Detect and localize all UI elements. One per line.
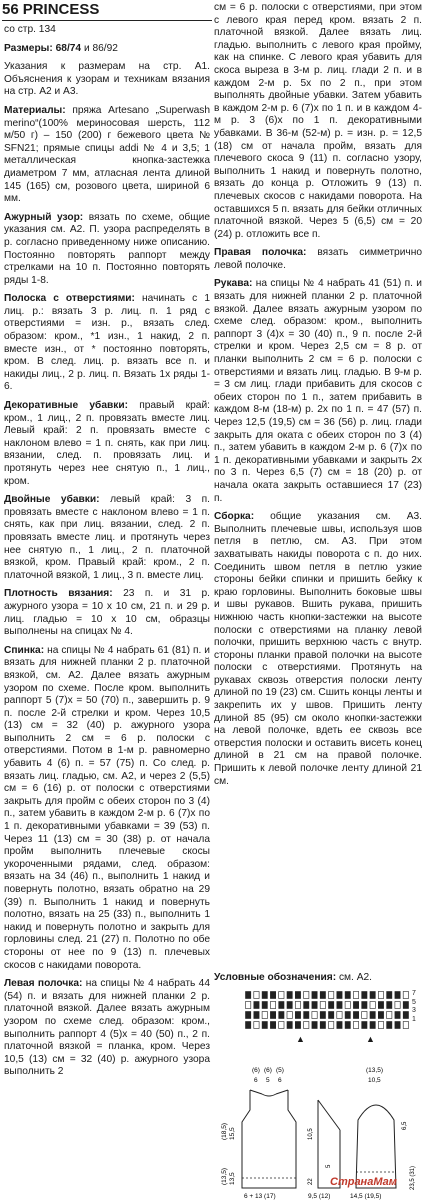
- chart-stitch: [370, 1022, 375, 1029]
- repeat-arrow-icon: ▲: [296, 1034, 305, 1044]
- chart-stitch: [312, 1012, 317, 1019]
- chart-stitch: [337, 1012, 342, 1019]
- chart-stitch: [362, 1022, 367, 1029]
- chart-stitch: [312, 1002, 317, 1009]
- chart-stitch: [403, 1012, 408, 1019]
- chart-stitch: [378, 992, 383, 999]
- chart-stitch: [345, 1022, 350, 1029]
- chart-stitch: [287, 1022, 292, 1029]
- chart-stitch: [395, 1022, 400, 1029]
- chart-stitch: [262, 1002, 267, 1009]
- watermark: [330, 1176, 397, 1188]
- chart-stitch: [262, 1022, 267, 1029]
- chart-stitch: [387, 1022, 392, 1029]
- section-heading: Двойные убавки:: [4, 494, 100, 506]
- sleeve-right-label: 23,5 (31): [410, 1165, 416, 1190]
- chart-stitch: [304, 1012, 309, 1019]
- section-heading: Сборка:: [214, 511, 255, 523]
- chart-stitch: [353, 1022, 358, 1029]
- chart-stitch: [378, 1012, 383, 1019]
- section-materials: [4, 105, 210, 206]
- chart-stitch: [304, 1002, 309, 1009]
- chart-stitch: [246, 992, 251, 999]
- chart-stitch: [345, 992, 350, 999]
- section-text: на спицы № 4 набрать 41 (51) п. и вязать для нижней планки 2 р. платочной вязкой. Далее вязать ажурным узором по схеме след. образом: кром., выполнить раппорт 3 (4)х = 30 (40) п., 9 п. после 2-й стрелки и кром. Через 2,5 см = 8 р. от планки выполнить 2 см = 6 р. полоски с отверстиями и вязать лиц. гладью. В 9-м р. = 3 см лиц. глади прибавить для скосов с обеих сторон по 1 п., затем прибавить в каждом 8-м (18-м) р. 2х по 1 п. = 47 (57) п. Через 12,5 (19,5) см = 36 (56) р. лиц. глади закрыть для оката с обеих сторон по 3 (4) п., затем убавить в каждом 2-м р. 6 (7)х по 1 п. декоративными убавками и закрыть 2х по 3 п. Через 6,5 (7) см = 18 (20) р. от начала оката закрыть оставшиеся 17 (23) п.: [214, 278, 422, 504]
- section-lace: [4, 212, 210, 288]
- chart-stitch: [254, 1022, 259, 1029]
- chart-stitch: [320, 992, 325, 999]
- page-header: [2, 0, 212, 21]
- back-shoulder: [276, 1090, 288, 1094]
- chart-stitch: [362, 1012, 367, 1019]
- chart-stitch: [362, 1002, 367, 1009]
- chart-stitch: [329, 1002, 334, 1009]
- section-heading: Левая полочка:: [4, 978, 83, 990]
- section-sizes: [4, 43, 210, 56]
- chart-stitch: [295, 1022, 300, 1029]
- symbols-lead: Условные обозначения:: [214, 972, 337, 983]
- front-left-label: 10,5: [308, 1128, 314, 1140]
- section-assembly: [214, 511, 422, 788]
- chart-row-label: 1: [412, 1015, 416, 1023]
- sleeve-top-label: (13,5): [366, 1067, 383, 1074]
- section-intro: [4, 24, 210, 37]
- chart-stitch: [345, 1002, 350, 1009]
- section-heading: Плотность вязания:: [4, 588, 113, 600]
- section-heading: Материалы:: [4, 104, 66, 116]
- chart-stitch: [320, 1012, 325, 1019]
- back-bottom-label: 6 + 13 (17): [244, 1193, 276, 1200]
- chart-stitch: [295, 992, 300, 999]
- front-left-label: 22: [308, 1178, 314, 1185]
- chart-row-label: 3: [412, 1007, 416, 1015]
- repeat-arrow-icon: ▲: [366, 1034, 375, 1044]
- chart-stitch: [337, 992, 342, 999]
- section-text: начинать с 1 лиц. р.: вязать 3 р. лиц. п. 1 ряд с отверстиями = изн. р., вязать след. образом: кром., *1 изн., 1 накид, 2 п. вместе изн., от * постоянно повторять, кром. В след. лиц. р. вязать все п. и накиды лиц., 2 р. лиц. п. Вязать 1х ряды 1-6.: [4, 293, 210, 393]
- front-outline: [318, 1100, 340, 1188]
- chart-stitch: [279, 992, 284, 999]
- section-double: [4, 494, 210, 582]
- chart-stitch: [270, 1012, 275, 1019]
- front-neckline: [318, 1100, 340, 1130]
- section-heading: Размеры: 68/74: [4, 42, 82, 54]
- chart-row-label: 5: [412, 998, 416, 1006]
- section-sizes-note: [4, 61, 210, 99]
- chart-stitch: [337, 1022, 342, 1029]
- pattern-title: PRINCESS: [22, 1, 100, 18]
- section-text: правый край: кром., 1 лиц., 2 п. провязать вместе лиц. Левый край: 2 п. провязать вместе с наклоном влево = 1 п. снять, как при лиц. вязании, след. п. провязать лиц. и протянуть через нее снятую п., 1 лиц., кром.: [4, 400, 210, 487]
- section-text: вязать по схеме, общие указания см. А2. П. узора распределять в р. согласно приведенному ниже описанию. Постоянно повторять раппорт между стрелками на 10 п. Постоянно повторять ряды 1-8.: [4, 211, 210, 286]
- chart-stitch: [295, 1012, 300, 1019]
- back-left-label: (18,5): [221, 1123, 228, 1140]
- sleeve-top-label: 10,5: [368, 1077, 381, 1084]
- sleeve-bottom-label: 14,5 (19,5): [350, 1193, 382, 1200]
- chart-stitch: [246, 1002, 251, 1009]
- section-right-front: [214, 247, 422, 272]
- watermark-brand: Страна: [330, 1176, 374, 1188]
- back-shoulder: [250, 1090, 262, 1094]
- back-top-label: 6: [278, 1077, 282, 1084]
- chart-stitch: [254, 1012, 259, 1019]
- right-column: [214, 2, 422, 794]
- pattern-number: 56: [2, 1, 19, 18]
- back-neckline: [262, 1094, 276, 1096]
- section-text: и 86/92: [81, 42, 118, 54]
- chart-stitch: [254, 992, 259, 999]
- chart-stitch: [320, 1022, 325, 1029]
- back-left-label: (13,5): [221, 1168, 228, 1185]
- section-back: [4, 645, 210, 972]
- left-column: [4, 24, 210, 1085]
- section-text: см = 6 р. полоски с отверстиями, при этом с левого края перед кром. вязать 2 п. платочной вязкой. Далее вязать лиц. гладью. выполнить с левого края пройму, как на спинке. С левого края убавить для скоса выреза в 3-м р. лиц. глади 2 п. и в каждом 2-м р. 5х по 2 п., при этом выполнять двойные убавки. Затем убавить в каждом 2-м р. 6 (7)х по 1 п. и в каждом 4-м р. 3 (6)х по 1 п. декоративными убавками. В 36-м (52-м) р. = изн. р. = 12,5 (18) см от начала пройм, вязать для плечевого скоса 9 (11) п. согласно узору, выполнить 1 накид и повернуть полотно, вязать до конца р. Отложить 9 (13) п. плечевых скосов с накидами поворота. На оставшихся 5 п. вязать для бейки отличных платочной вязкой. Через 5 (6,5) см = 20 (24) р. отложить все п.: [214, 2, 422, 240]
- chart-stitch: [295, 1002, 300, 1009]
- section-heading: Декоративные убавки:: [4, 400, 128, 412]
- back-top-label: (6): [264, 1067, 272, 1074]
- chart-stitch: [337, 1002, 342, 1009]
- chart-stitch: [287, 1002, 292, 1009]
- chart-row-labels: [412, 990, 416, 1024]
- section-text: на спицы № 4 набрать 61 (81) п. и вязать для нижней планки 2 р. платочной вязкой, см. А2. Далее вязать ажурным узором по схеме. После кром. выполнить раппорт 5 (7)х = 50 (70) п., завершить р. 9 п. после 2-й стрелки и кром. Через 10,5 (13) см = 32 (40) р. ажурного узора выполнить 2 см = 6 р. полоски с отверстиями. Потом в 1-м р. равномерно убавить 4 (6) п. = 57 (75) п. Со след. р. вязать лиц. гладью, см. А2, и через 2 (5,5) см = 6 (16) р. от полоски с отверстиями закрыть для пройм с обеих сторон по 3 (4) п., затем убавить в каждом 2-м р. 6 (7)х по 1 п. декоративными убавками = 39 (53) п. Через 11 (13) см = 30 (38) р. от начала пройм выполнить плечевые скосы укороченными рядами, след. образом: вязать на 34 (46) п., выполнить 1 накид и повернуть полотно, вязать обратно на 29 (39) п. Выполнить 1 накид и повернуть полотно, вязать на 25 (33) п., выполнить 1 накид и повернуть полотно и закрыть для горловины след. 21 (27) п. Полотно по обе стороны от нее по 9 (13) п. плечевых скосов с накидами поворота.: [4, 644, 210, 971]
- chart-stitch: [353, 1002, 358, 1009]
- chart-stitch: [320, 1002, 325, 1009]
- chart-stitch: [287, 992, 292, 999]
- chart-stitch: [246, 1022, 251, 1029]
- chart-stitch: [395, 992, 400, 999]
- chart-stitch: [395, 1012, 400, 1019]
- chart-stitch: [329, 1012, 334, 1019]
- chart-stitch: [403, 992, 408, 999]
- chart-stitch: [304, 992, 309, 999]
- back-left-label: 13,5: [229, 1172, 236, 1185]
- section-heading: Полоска с отверстиями:: [4, 293, 135, 305]
- chart-stitch: [312, 1022, 317, 1029]
- chart-stitch: [246, 1012, 251, 1019]
- section-text: левый край: 3 п. провязать вместе с наклоном влево = 1 п. снять, как при лиц. вязании, след. 2 п. провязать вместе лиц. и протянуть через нее снятую п., 1 лиц., 2 п. платочной вязкой, кром. Правый край: кром., 2 п. платочной вязкой, 1 лиц., 3 п. вместе лиц.: [4, 494, 210, 581]
- chart-stitch: [287, 1012, 292, 1019]
- chart-stitch: [329, 992, 334, 999]
- back-top-label: 6: [254, 1077, 258, 1084]
- chart-stitch: [387, 992, 392, 999]
- chart-stitch: [387, 1002, 392, 1009]
- symbols-text: см. А2.: [336, 972, 372, 983]
- section-text: на спицы № 4 набрать 44 (54) п. и вязать для нижней планки 2 р. платочной вязкой. Далее вязать ажурным узором по схеме след. образом: кром., выполнить раппорт 4 (5)х = 40 (50) п., 2 п. платочной вязкой = планка, кром. Через 10,5 (13) см = 32 (40) р. ажурного узора выполнить 2: [4, 978, 210, 1078]
- chart-stitch: [403, 1002, 408, 1009]
- front-right-label: 5: [326, 1164, 332, 1168]
- chart-stitch: [304, 1022, 309, 1029]
- section-text: пряжа Artesano „Superwash merino“(100% мериносовая шерсть, 112 м/50 г) – 150 (200) г бежевого цвета № SFN21; прямые спицы addi № 4 и 3,5; 1 металлическая кнопка-застежка диаметром 7 мм, атласная лента длиной 145 (165) см, розового цвета, шириной 6 мм.: [4, 104, 210, 205]
- chart-stitch: [279, 1012, 284, 1019]
- chart-stitch: [353, 1012, 358, 1019]
- section-text: 23 п. и 31 р. ажурного узора = 10 х 10 см, 21 п. и 29 р. лиц. гладью = 10 х 10 см, образцы выполнены на спицах № 4.: [4, 588, 210, 638]
- section-heading: Ажурный узор:: [4, 211, 84, 223]
- back-left-label: 15,5: [229, 1127, 236, 1140]
- chart-stitch: [395, 1002, 400, 1009]
- section-text: вязать симметрично левой полочке.: [214, 247, 422, 271]
- chart-stitch: [254, 1002, 259, 1009]
- chart-stitch: [329, 1022, 334, 1029]
- section-heading: Рукава:: [214, 278, 253, 290]
- chart-stitch: [270, 1002, 275, 1009]
- section-gauge: [4, 588, 210, 638]
- chart-stitch: [353, 992, 358, 999]
- chart-stitch: [279, 1002, 284, 1009]
- sleeve-right-label: 6,5: [402, 1121, 408, 1130]
- chart-stitch: [270, 992, 275, 999]
- chart-stitch: [362, 992, 367, 999]
- section-sleeves: [214, 278, 422, 505]
- section-left-front-cont: [214, 2, 422, 241]
- section-text: общие указания см. А3. Выполнить плечевые швы, используя шов петля в петлю, см. А3. При этом захватывать накиды поворота с п. до них. Соединить швом петля в петлю узкие стороны бейки спинки и пришить бейку к краю горловины. Выполнить боковые швы и швы рукавов. Вшить рукава, пришить нижнюю часть кнопки-застежки на высоте полоски с отверстиями на планку левой полочки, пришить верхнюю часть с внутр. стороны планки правой полочки на высоте полоски с отверстиями. Протянуть на рукавах сквозь отверстия полоски ленту длиной по 19 (23) см. Сшить концы ленты и закрепить их у швов. Пришить ленту длиной 85 (95) см около кнопки-застежки на левой полочке, вдеть ее сквозь все отверстия полоски и оставить висеть конец длиной в 21 см на правой полочке. Пришить к левой полочке ленту длиной 21 см.: [214, 511, 422, 787]
- chart-row-label: 7: [412, 990, 416, 997]
- front-bottom-label: 9,5 (12): [308, 1193, 331, 1200]
- chart-stitch: [403, 1022, 408, 1029]
- section-text: со стр. 134: [4, 24, 56, 35]
- symbols-line: [214, 972, 372, 983]
- chart-stitch: [270, 1022, 275, 1029]
- section-text: Указания к размерам на стр. А1. Объяснения к узорам и техникам вязания на стр. А2 и А3.: [4, 61, 210, 98]
- chart-stitch: [279, 1022, 284, 1029]
- watermark-brand: Мам: [373, 1176, 397, 1188]
- chart-stitch: [262, 992, 267, 999]
- section-heading: Спинка:: [4, 644, 45, 656]
- back-top-label: (5): [276, 1067, 284, 1074]
- chart-stitch: [312, 992, 317, 999]
- chart-stitch: [378, 1002, 383, 1009]
- lace-chart: [244, 990, 410, 1030]
- chart-stitch: [370, 992, 375, 999]
- section-eyelet: [4, 293, 210, 394]
- section-left-front: [4, 978, 210, 1079]
- chart-stitch: [345, 1012, 350, 1019]
- back-schematic: [222, 1060, 306, 1200]
- chart-stitch: [262, 1012, 267, 1019]
- chart-stitch: [378, 1022, 383, 1029]
- back-outline: [242, 1090, 296, 1188]
- chart-stitch: [370, 1012, 375, 1019]
- back-top-label: (6): [252, 1067, 260, 1074]
- chart-stitch: [370, 1002, 375, 1009]
- section-heading: Правая полочка:: [214, 247, 307, 259]
- back-top-label: 5: [266, 1077, 270, 1084]
- chart-stitch: [387, 1012, 392, 1019]
- section-dec: [4, 400, 210, 488]
